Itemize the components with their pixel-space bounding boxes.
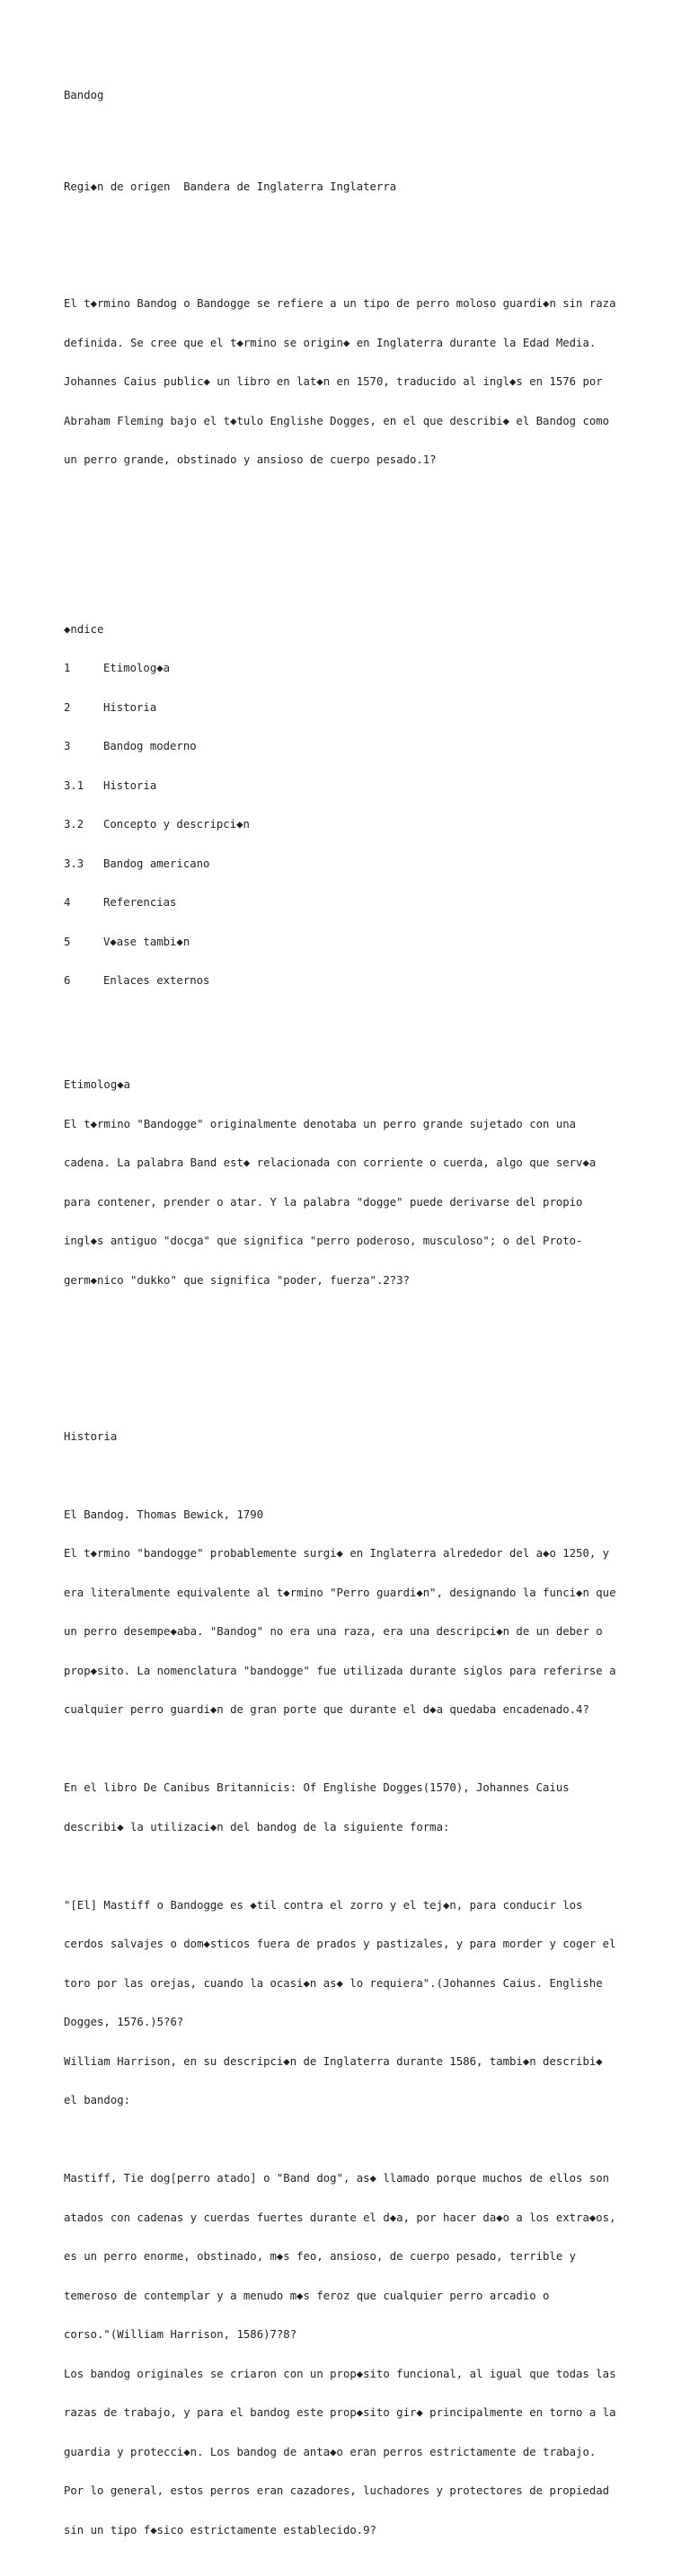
spacer xyxy=(64,1352,639,1366)
text-line: sin un tipo f◆sico estrictamente establecido.9? xyxy=(64,2523,376,2536)
toc-label: Historia xyxy=(103,700,157,714)
toc-item[interactable] xyxy=(64,740,639,753)
section-heading: Etimolog◆a xyxy=(64,1078,131,1091)
quote-line: corso."(William Harrison, 1586)7?8? xyxy=(64,2328,297,2341)
toc-item[interactable] xyxy=(64,896,639,910)
spacer xyxy=(64,1743,639,1756)
text-line: Los bandog originales se criaron con un prop◆sito funcional, al igual que todas las xyxy=(64,2367,616,2380)
text-line: El t◆rmino "bandogge" probablemente surgi◆ en Inglaterra alrededor del a◆o 1250, y xyxy=(64,1547,610,1560)
text-line: En el libro De Canibus Britannicis: Of Englishe Dogges(1570), Johannes Caius xyxy=(64,1781,570,1794)
spacer xyxy=(64,532,639,558)
toc-item[interactable] xyxy=(64,662,639,675)
section-heading: Historia xyxy=(64,1429,118,1443)
text-line: El t◆rmino "Bandogge" originalmente denotaba un perro grande sujetado con una xyxy=(64,1117,577,1130)
text-line: Johannes Caius public◆ un libro en lat◆n en 1570, traducido al ingl◆s en 1576 por xyxy=(64,375,603,388)
quote-line: Mastiff, Tie dog[perro atado] o "Band dog", as◆ llamado porque muchos de ellos son xyxy=(64,2172,610,2185)
section-etimologia xyxy=(64,1052,639,1313)
spacer xyxy=(64,1859,639,1873)
toc-label: Etimolog◆a xyxy=(103,662,171,674)
text-line: prop◆sito. La nomenclatura "bandogge" fue utilizada durante siglos para referirse a xyxy=(64,1664,616,1677)
image-caption: El Bandog. Thomas Bewick, 1790 xyxy=(64,1508,264,1521)
spacer xyxy=(64,2133,639,2147)
origin-line: Regi◆n de origen Bandera de Inglaterra Inglaterra xyxy=(64,180,397,193)
quote-line: atados con cadenas y cuerdas fuertes durante el d◆a, por hacer da◆o a los extra◆os, xyxy=(64,2211,616,2224)
toc-item[interactable] xyxy=(64,701,639,715)
toc-label: Enlaces externos xyxy=(103,974,210,987)
text-line: William Harrison, en su descripci◆n de Inglaterra durante 1586, tambi◆n describi◆ xyxy=(64,2054,603,2068)
toc-number: 6 xyxy=(64,974,71,987)
toc-number: 3 xyxy=(64,740,71,752)
text-line: definida. Se cree que el t◆rmino se origin◆ en Inglaterra durante la Edad Media. xyxy=(64,336,597,349)
spacer xyxy=(64,219,639,233)
toc-number: 3.3 xyxy=(64,857,84,870)
toc-item[interactable] xyxy=(64,857,639,871)
toc-number: 1 xyxy=(64,662,71,674)
toc-label: Historia xyxy=(103,778,157,792)
toc-number: 3.2 xyxy=(64,818,84,831)
text-line: Abraham Fleming bajo el t◆tulo Englishe Dogges, en el que describi◆ el Bandog como xyxy=(64,414,610,427)
quote-line: toro por las orejas, cuando la ocasi◆n as◆ lo requiera".(Johannes Caius. Englishe xyxy=(64,1976,603,1990)
text-line: germ◆nico "dukko" que significa "poder, fuerza".2?3? xyxy=(64,1273,410,1287)
toc-number: 4 xyxy=(64,896,71,909)
text-line: guardia y protecci◆n. Los bandog de anta◆o eran perros estrictamente de trabajo. xyxy=(64,2445,597,2458)
text-line: describi◆ la utilizaci◆n del bandog de la siguiente forma: xyxy=(64,1820,450,1833)
quote-line: es un perro enorme, obstinado, m◆s feo, ansioso, de cuerpo pesado, terrible y xyxy=(64,2250,577,2263)
document-title: Bandog xyxy=(64,89,104,101)
quote-line: Dogges, 1576.)5?6? xyxy=(64,2016,184,2028)
text-line: para contener, prender o atar. Y la palabra "dogge" puede derivarse del propio xyxy=(64,1195,583,1209)
toc-label: Bandog moderno xyxy=(103,740,197,752)
toc-item[interactable] xyxy=(64,936,639,949)
quote-line: cerdos salvajes o dom◆sticos fuera de prados y pastizales, y para morder y coger el xyxy=(64,1938,616,1950)
spacer xyxy=(64,1469,639,1482)
toc-item[interactable] xyxy=(64,779,639,793)
section-historia xyxy=(64,1404,639,2563)
toc-heading: ◆ndice xyxy=(64,622,104,636)
text-line: era literalmente equivalente al t◆rmino "Perro guardi◆n", designando la funci◆n que xyxy=(64,1586,616,1599)
text-line: un perro grande, obstinado y ansioso de cuerpo pesado.1? xyxy=(64,453,437,466)
toc-label: Referencias xyxy=(103,896,177,909)
quote-line: "[El] Mastiff o Bandogge es ◆til contra el zorro y el tej◆n, para conducir los xyxy=(64,1898,583,1912)
text-line: El t◆rmino Bandog o Bandogge se refiere a un tipo de perro moloso guardi◆n sin raza xyxy=(64,297,616,310)
text-line: un perro desempe◆aba. "Bandog" no era una raza, era una descripci◆n de un deber o xyxy=(64,1625,603,1638)
toc-label: V◆ase tambi◆n xyxy=(103,935,190,948)
text-line: el bandog: xyxy=(64,2094,131,2106)
text-line: razas de trabajo, y para el bandog este prop◆sito gir◆ principalmente en torno a la xyxy=(64,2406,616,2419)
document-page xyxy=(64,63,639,2576)
quote-line: temeroso de contemplar y a menudo m◆s feroz que cualquier perro arcadio o xyxy=(64,2289,550,2302)
toc-label: Bandog americano xyxy=(103,857,210,870)
toc-number: 3.1 xyxy=(64,778,84,792)
table-of-contents xyxy=(64,597,639,1014)
text-line: cadena. La palabra Band est◆ relacionada con corriente o cuerda, algo que serv◆a xyxy=(64,1156,597,1169)
toc-item[interactable] xyxy=(64,818,639,831)
toc-item[interactable] xyxy=(64,974,639,988)
toc-number: 2 xyxy=(64,700,71,714)
text-line: cualquier perro guardi◆n de gran porte que durante el d◆a quedaba encadenado.4? xyxy=(64,1703,589,1716)
toc-number: 5 xyxy=(64,935,71,948)
text-line: ingl◆s antiguo "docga" que significa "perro poderoso, musculoso"; o del Proto- xyxy=(64,1235,583,1247)
intro-paragraph xyxy=(64,271,639,493)
text-line: Por lo general, estos perros eran cazadores, luchadores y protectores de propiedad xyxy=(64,2484,610,2497)
spacer xyxy=(64,128,639,154)
toc-label: Concepto y descripci◆n xyxy=(103,818,250,831)
